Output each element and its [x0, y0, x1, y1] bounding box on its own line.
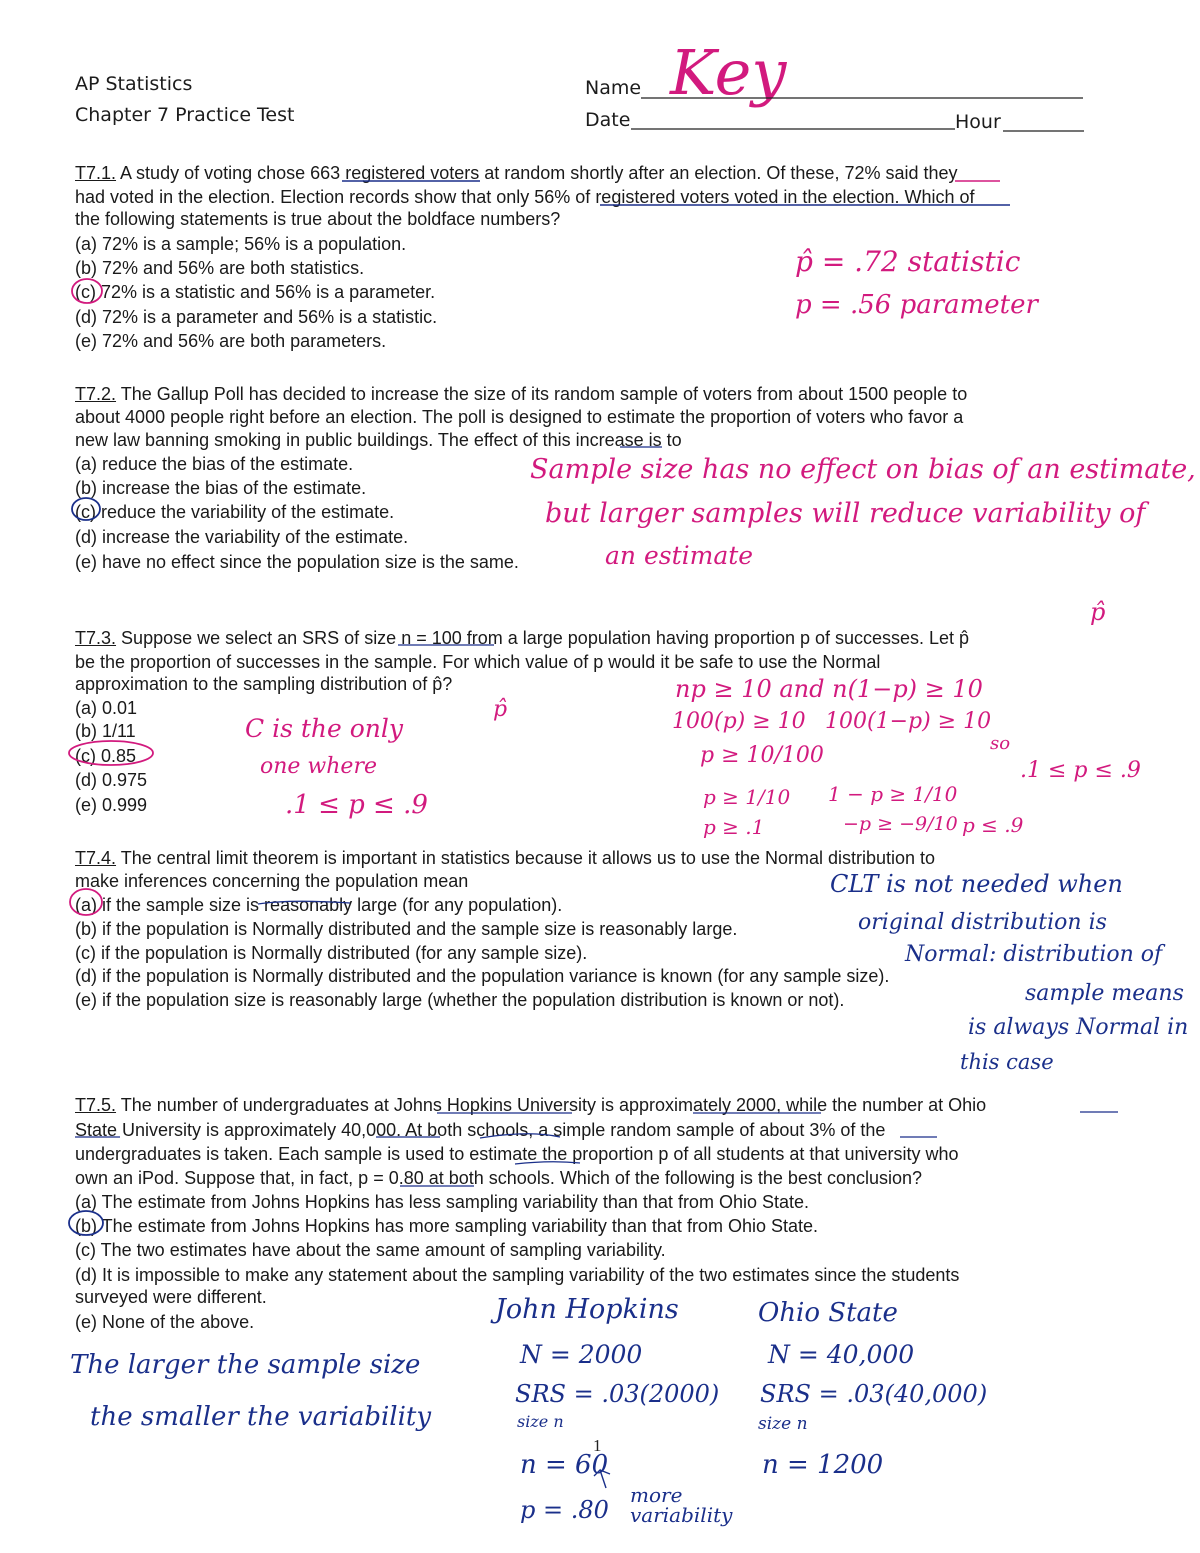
- course-title: AP Statistics: [75, 73, 193, 95]
- handwritten-note: p ≥ .1: [703, 815, 765, 839]
- option-e: (e) have no effect since the population size is the same.: [75, 552, 519, 572]
- handwritten-note: the smaller the variability: [90, 1402, 432, 1432]
- option-b: (b) 1/11: [75, 721, 136, 741]
- question-stem-line: State University is approximately 40,000. At both schools, a simple random sample of about 3% of the: [75, 1120, 886, 1140]
- handwritten-note: p ≥ 1/10: [703, 785, 791, 809]
- option-c: (c) 0.85: [75, 746, 137, 766]
- question-stem-line: [75, 1094, 986, 1116]
- handwritten-note: 100(p) ≥ 10: [672, 709, 806, 734]
- option-c: (c) if the population is Normally distributed (for any sample size).: [75, 943, 588, 963]
- handwritten-note: is always Normal in: [968, 1015, 1189, 1040]
- question-stem-line: make inferences concerning the population mean: [75, 871, 469, 891]
- option-d: (d) 0.975: [75, 770, 148, 790]
- test-title: Chapter 7 Practice Test: [75, 104, 295, 126]
- stem-text: The central limit theorem is important in statistics because it allows us to use the Normal distribution to: [120, 848, 936, 868]
- handwritten-note: p = .80: [520, 1496, 609, 1524]
- handwritten-note: n = 60: [520, 1450, 609, 1480]
- handwritten-note: this case: [960, 1050, 1054, 1074]
- name-label: Name: [585, 77, 642, 99]
- option-b: (b) 72% and 56% are both statistics.: [75, 258, 365, 278]
- option-d: (d) 72% is a parameter and 56% is a statistic.: [75, 307, 438, 327]
- handwritten-note: n = 1200: [762, 1450, 884, 1480]
- handwritten-note: John Hopkins: [495, 1294, 679, 1325]
- option-a: (a) if the sample size is reasonably large (for any population).: [75, 895, 563, 915]
- handwritten-note: .1 ≤ p ≤ .9: [1020, 758, 1141, 783]
- handwritten-note: CLT is not needed when: [830, 870, 1123, 898]
- option-c: (c) The two estimates have about the same amount of sampling variability.: [75, 1240, 666, 1260]
- handwritten-note: C is the only: [245, 714, 404, 743]
- question-stem-line: about 4000 people right before an election. The poll is designed to estimate the proportion of voters who favor a: [75, 407, 964, 427]
- question-stem-line: [75, 627, 969, 649]
- question-number: T7.5.: [75, 1095, 117, 1115]
- page-number: 1: [593, 1436, 602, 1455]
- handwritten-note: 1 − p ≥ 1/10: [828, 782, 958, 806]
- handwritten-note: an estimate: [605, 541, 754, 570]
- question-number: T7.1.: [75, 163, 117, 183]
- handwritten-note: p̂ = .72 statistic: [795, 245, 1021, 278]
- option-e: (e) None of the above.: [75, 1312, 255, 1332]
- handwritten-note: Sample size has no effect on bias of an estimate,: [530, 454, 1196, 485]
- handwritten-note: −p ≥ −9/10: [843, 813, 958, 835]
- handwritten-note: The larger the sample size: [70, 1350, 421, 1380]
- option-b: (b) The estimate from Johns Hopkins has more sampling variability than that from Ohio State.: [75, 1216, 818, 1236]
- question-number: T7.4.: [75, 848, 117, 868]
- name-value: Key: [670, 36, 787, 109]
- handwritten-note: p = .56 parameter: [795, 290, 1038, 320]
- handwritten-note: Ohio State: [758, 1298, 898, 1328]
- option-d: (d) if the population is Normally distributed and the population variance is known (for any sample size).: [75, 966, 890, 986]
- option-e: (e) 72% and 56% are both parameters.: [75, 331, 387, 351]
- handwritten-note: p ≥ 10/100: [700, 743, 824, 768]
- handwritten-note: N = 2000: [520, 1340, 643, 1369]
- handwritten-note: sample means: [1025, 981, 1184, 1006]
- handwritten-note: Normal: distribution of: [905, 942, 1163, 967]
- date-label: Date: [585, 109, 631, 131]
- question-stem-line: the following statements is true about the boldface numbers?: [75, 209, 561, 229]
- option-d: (d) increase the variability of the estimate.: [75, 527, 409, 547]
- handwritten-p-hat-mark: p̂: [493, 697, 508, 722]
- handwritten-note: SRS = .03(2000): [515, 1380, 720, 1408]
- handwritten-note: more variability: [630, 1483, 733, 1527]
- option-d: (d) It is impossible to make any statement about the sampling variability of the two estimates since the students: [75, 1265, 960, 1285]
- option-a: (a) reduce the bias of the estimate.: [75, 454, 354, 474]
- question-stem-line: approximation to the sampling distribution of p̂?: [75, 674, 453, 694]
- handwritten-note: .1 ≤ p ≤ .9: [285, 790, 428, 820]
- handwritten-p-hat-mark: p̂: [1090, 598, 1106, 626]
- handwritten-note: p ≤ .9: [962, 813, 1024, 837]
- question-stem-line: be the proportion of successes in the sample. For which value of p would it be safe to use the Normal: [75, 652, 881, 672]
- option-c: (c) reduce the variability of the estimate.: [75, 502, 395, 522]
- option-c: (c) 72% is a statistic and 56% is a parameter.: [75, 282, 436, 302]
- stem-text: A study of voting chose 663 registered voters at random shortly after an election. Of these, 72% said they: [120, 163, 958, 183]
- handwritten-note: one where: [260, 754, 377, 779]
- handwritten-note: size n: [758, 1414, 808, 1434]
- question-stem-line: [75, 847, 935, 869]
- handwritten-note: N = 40,000: [768, 1340, 915, 1369]
- handwritten-note: 100(1−p) ≥ 10: [825, 709, 992, 734]
- question-number: T7.2.: [75, 384, 117, 404]
- question-stem-line: undergraduates is taken. Each sample is used to estimate the proportion p of all students at that university who: [75, 1144, 959, 1164]
- option-b: (b) increase the bias of the estimate.: [75, 478, 367, 498]
- question-stem-line: new law banning smoking in public buildings. The effect of this increase is to: [75, 430, 682, 450]
- question-stem-line: had voted in the election. Election records show that only 56% of registered voters voted in the election. Which of: [75, 187, 975, 207]
- handwritten-note: so: [990, 733, 1011, 754]
- option-a: (a) 72% is a sample; 56% is a population.: [75, 234, 407, 254]
- handwritten-note: but larger samples will reduce variability of: [545, 498, 1146, 529]
- stem-text: The Gallup Poll has decided to increase the size of its random sample of voters from about 1500 people to: [120, 384, 968, 404]
- option-a: (a) 0.01: [75, 698, 138, 718]
- hour-label: Hour: [955, 111, 1001, 133]
- question-stem-line: [75, 383, 967, 405]
- option-e: (e) 0.999: [75, 795, 148, 815]
- stem-text: Suppose we select an SRS of size n = 100 from a large population having proportion p of successes. Let p̂: [121, 628, 970, 648]
- option-b: (b) if the population is Normally distributed and the sample size is reasonably large.: [75, 919, 738, 939]
- option-d-continued: surveyed were different.: [75, 1287, 267, 1307]
- handwritten-note: original distribution is: [858, 910, 1107, 935]
- option-a: (a) The estimate from Johns Hopkins has less sampling variability than that from Ohio State.: [75, 1192, 809, 1212]
- handwritten-note: size n: [517, 1412, 564, 1431]
- handwritten-note: np ≥ 10 and n(1−p) ≥ 10: [675, 675, 983, 703]
- stem-text: The number of undergraduates at Johns Hopkins University is approximately 2000, while the number at Ohio: [120, 1095, 987, 1115]
- option-e: (e) if the population size is reasonably large (whether the population distribution is known or not).: [75, 990, 845, 1010]
- question-number: T7.3.: [75, 628, 117, 648]
- question-stem-line: [75, 162, 958, 184]
- question-stem-line: own an iPod. Suppose that, in fact, p = 0.80 at both schools. Which of the following is the best conclusion?: [75, 1168, 923, 1188]
- handwritten-note: SRS = .03(40,000): [760, 1380, 988, 1408]
